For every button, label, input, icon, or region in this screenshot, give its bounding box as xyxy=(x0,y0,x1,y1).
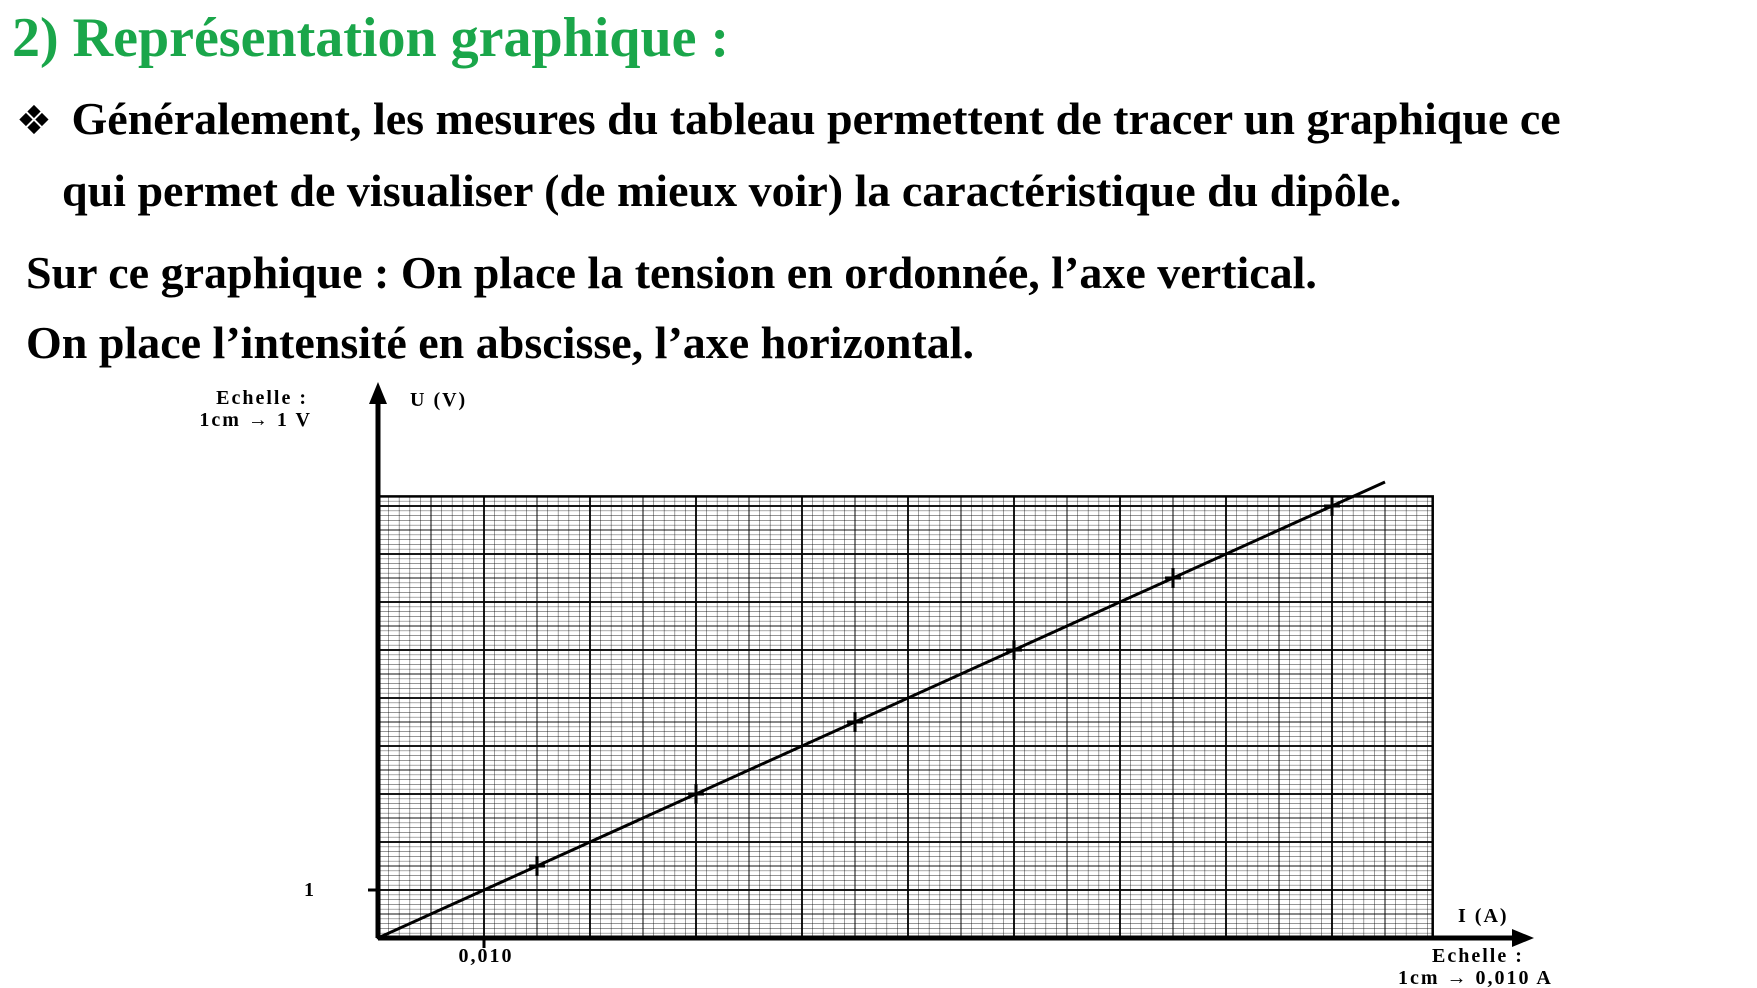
bullet-text-line2: qui permet de visualiser (de mieux voir) la caractéristique du dipôle. xyxy=(62,165,1402,216)
y-axis-label: U (V) xyxy=(410,389,468,411)
page-title: 2) Représentation graphique : xyxy=(12,7,730,69)
data-point-2 xyxy=(688,784,704,804)
ordinate-sentence: Sur ce graphique : On place la tension en ordonnée, l’axe vertical. xyxy=(26,247,1317,298)
data-point-1 xyxy=(529,856,545,876)
x-tick-label: 0,010 xyxy=(458,945,514,967)
diamond-bullet-icon: ❖ xyxy=(16,98,52,144)
data-point-5 xyxy=(1165,568,1181,588)
data-point-4 xyxy=(1006,640,1022,660)
y-tick-label: 1 xyxy=(304,879,316,901)
y-scale-title: Echelle : xyxy=(216,387,308,409)
y-axis-arrow-icon xyxy=(369,382,387,404)
abscissa-sentence: On place l’intensité en abscisse, l’axe horizontal. xyxy=(26,317,975,368)
bullet-text-line1: Généralement, les mesures du tableau permettent de tracer un graphique ce xyxy=(71,93,1561,144)
x-axis-label: I (A) xyxy=(1458,905,1509,927)
x-scale-title: Echelle : xyxy=(1432,945,1524,967)
y-scale-value: 1cm → 1 V xyxy=(199,409,312,431)
fit-line xyxy=(378,482,1385,938)
data-series xyxy=(378,482,1385,938)
x-scale-value: 1cm → 0,010 A xyxy=(1398,967,1553,988)
data-point-3 xyxy=(847,712,863,732)
data-point-6 xyxy=(1324,496,1340,516)
